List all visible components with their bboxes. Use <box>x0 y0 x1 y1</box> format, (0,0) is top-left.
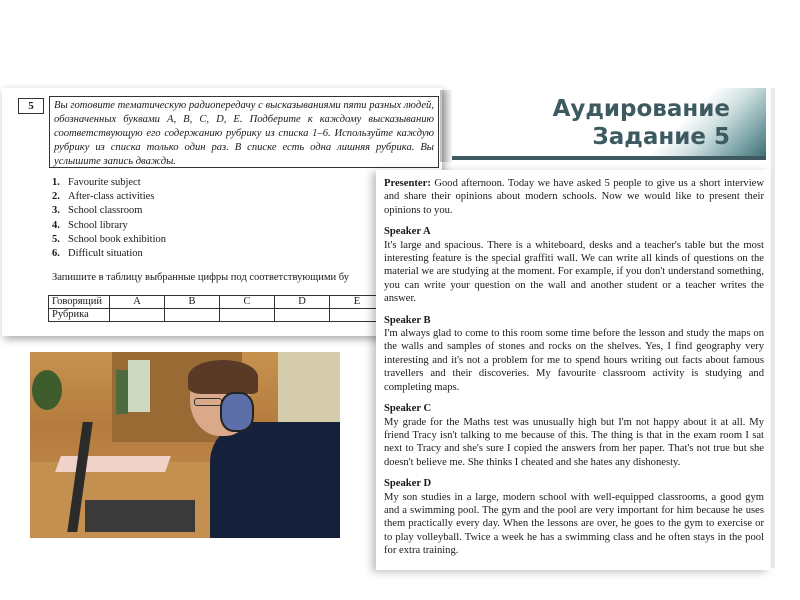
banner-subtitle: Задание 5 <box>592 124 730 150</box>
plant-image <box>32 370 62 410</box>
rubric-options-list <box>52 176 166 261</box>
laptop-image <box>85 500 195 532</box>
column-d: D <box>275 296 330 309</box>
table-row <box>49 309 385 322</box>
answer-cell-d[interactable] <box>275 309 330 322</box>
speaker-d-paragraph <box>384 477 764 557</box>
banner-underline <box>452 156 766 160</box>
rubric-option: 5. School book exhibition <box>52 233 166 245</box>
rubric-option: 6. Difficult situation <box>52 248 143 260</box>
banner-title: Аудирование <box>552 96 730 122</box>
task-number: 5 <box>18 98 44 114</box>
rubric-option: 1. Favourite subject <box>52 177 141 188</box>
column-e: E <box>330 296 385 309</box>
student-headphones-photo <box>30 352 340 538</box>
column-b: B <box>165 296 220 309</box>
speaker-c-label: Speaker C <box>384 403 432 415</box>
speaker-a-text: It's large and spacious. There is a whiteboard, desks and a teacher's table but the most interesting feature is the special graffiti wall. We can write all kinds of questions on the material we are studying at the moment. For example, if you don't understand something, you can write your question on the wall and another student or a teacher writes the answer. <box>384 239 764 305</box>
column-c: C <box>220 296 275 309</box>
rubric-option: 2. After-class activities <box>52 191 155 203</box>
answer-cell-a[interactable] <box>110 309 165 322</box>
presenter-label: Presenter: <box>384 178 431 189</box>
speaker-b-paragraph <box>384 314 764 394</box>
rubric-header: Рубрика <box>49 309 110 322</box>
table-instruction: Запишите в таблицу выбранные цифры под соответствующими бу <box>52 272 349 283</box>
speaker-a-paragraph <box>384 225 764 305</box>
slide-edge-divider <box>771 88 775 568</box>
headphones-icon <box>220 392 254 432</box>
presenter-paragraph <box>384 177 764 217</box>
person-image <box>210 422 340 538</box>
answer-cell-c[interactable] <box>220 309 275 322</box>
speaker-d-text: My son studies in a large, modern school with well-equipped classrooms, a good gym and a swimming pool. The gym and the pool are very important for him because he uses them practically every day. When the lessons are over, he goes to the gym to exercise or to play volleyball. Twice a week he has a swimming class and he often stays in the pool for extra training. <box>384 491 764 557</box>
title-banner <box>452 88 766 160</box>
column-a: A <box>110 296 165 309</box>
rubric-option: 3. School classroom <box>52 205 143 217</box>
speaker-header: Говорящий <box>49 296 110 309</box>
answer-cell-b[interactable] <box>165 309 220 322</box>
rubric-option: 4. School library <box>52 219 128 231</box>
speaker-a-label: Speaker A <box>384 226 431 238</box>
speaker-c-text: My grade for the Maths test was unusually high but I'm not happy about it at all. My friend Tracy isn't talking to me because of this. The thing is that in the exam room I sat next to Tracy and she's sure I copied the answers from her paper. That's not true but she doesn't believe me. She thinks I cheated and she hates any dishonesty. <box>384 416 764 468</box>
transcript-panel <box>376 170 770 570</box>
table-row <box>49 296 385 309</box>
answer-table <box>48 295 385 322</box>
speaker-b-text: I'm always glad to come to this room some time before the lesson and study the maps on the walls and samples of stones and rocks on the shelves. Yes, I find geography very interesting and it's not a problem for me to spend hours writing out facts about famous travellers and their discoveries. My favourite classroom activity is studying and completing maps. <box>384 328 764 393</box>
speaker-c-paragraph <box>384 402 764 469</box>
speaker-d-label: Speaker D <box>384 478 432 490</box>
speaker-b-label: Speaker B <box>384 314 431 326</box>
presenter-text: Good afternoon. Today we have asked 5 people to give us a short interview and share their opinions about modern schools. Now we would like to present their opinions to you. <box>384 178 764 216</box>
task-instruction: Вы готовите тематическую радиопередачу с высказываниями пяти разных людей, обозначенных буквами A, B, C, D, E. Подберите к каждому высказыванию соответствующую его содержанию рубрику из списка 1–6. Используйте каждую рубрику из списка только один раз. В списке есть одна лишняя рубрика. Вы услышите запись дважды. <box>49 96 439 168</box>
